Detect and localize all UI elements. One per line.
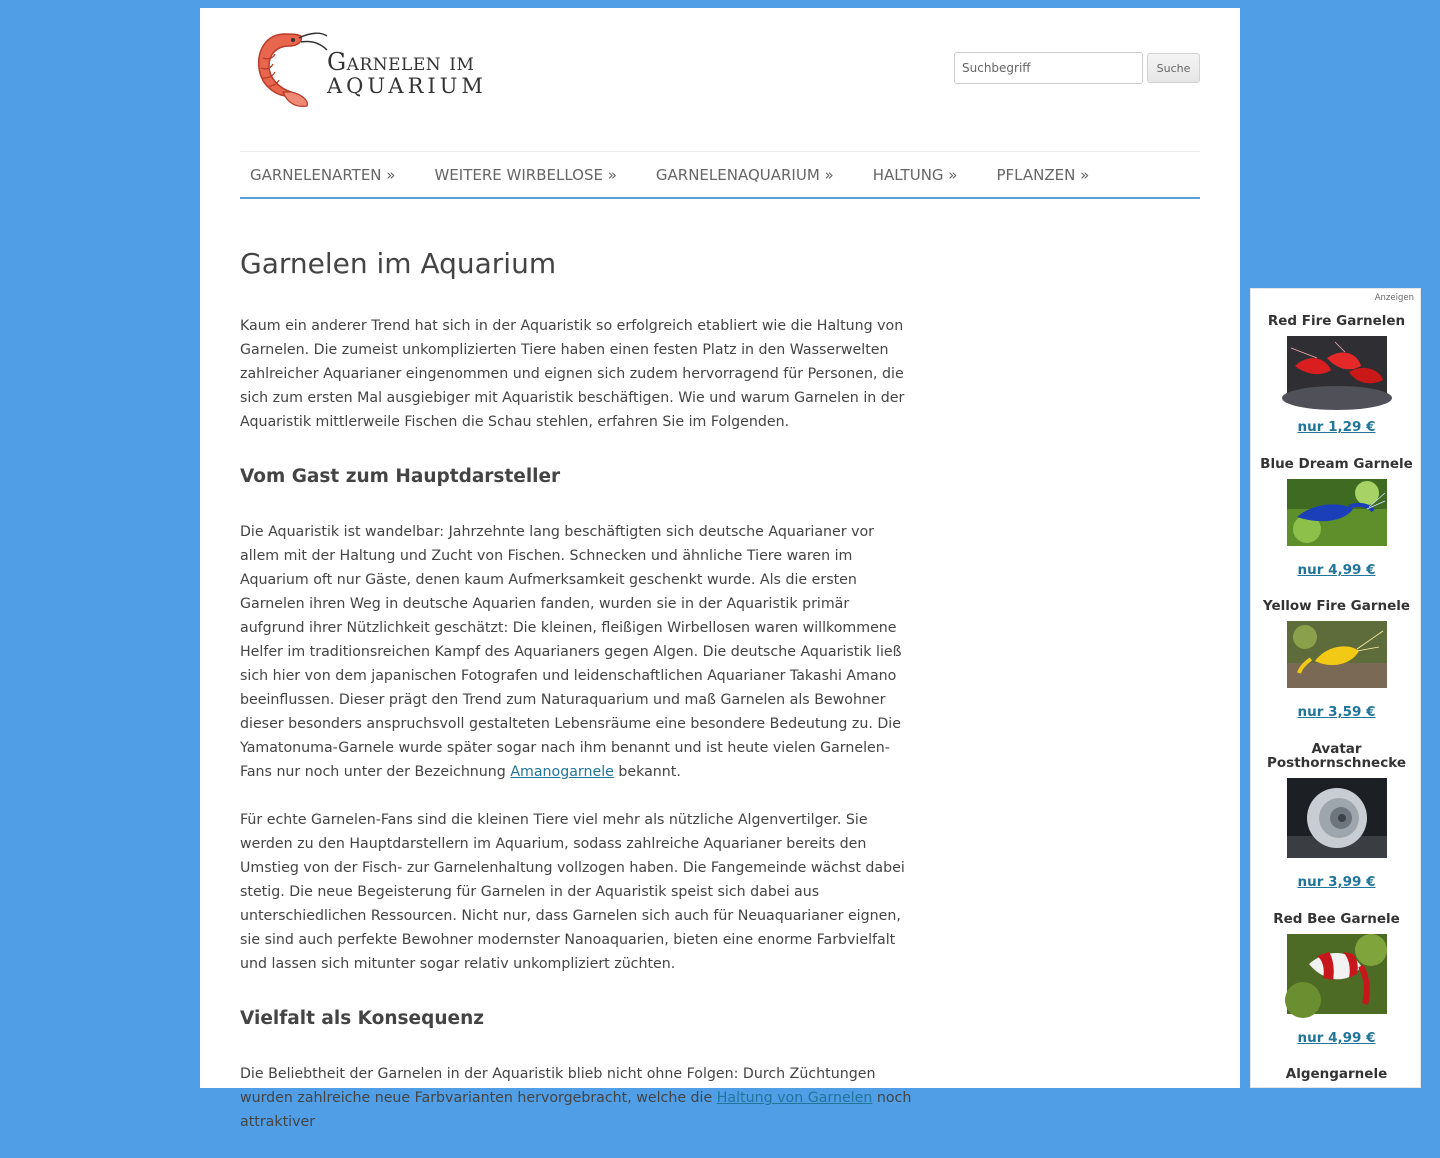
nav-item-garnelenaquarium[interactable]: GARNELENAQUARIUM » — [655, 165, 834, 184]
page-container — [200, 8, 1240, 1130]
article-content — [240, 246, 915, 1158]
ad-title[interactable]: Algengarnele — [1285, 1066, 1388, 1082]
ad-price[interactable]: nur 3,99 € — [1297, 874, 1376, 890]
logo-line-1: Garnelen im — [327, 48, 475, 76]
red-bee-shrimp-image[interactable] — [1287, 934, 1387, 1014]
shrimp-logo-icon — [255, 28, 329, 110]
nav-item-weitere-wirbellose[interactable]: WEITERE WIRBELLOSE » — [434, 165, 617, 184]
paragraph-beliebtheit — [240, 1062, 915, 1134]
ad-title[interactable]: Red Bee Garnele — [1273, 911, 1400, 927]
amanogarnele-link[interactable]: Amanogarnele — [510, 764, 614, 780]
intro-paragraph: Kaum ein anderer Trend hat sich in der Aquaristik so erfolgreich etabliert wie die Haltung von Garnelen. Die zumeist unkomplizierten Tiere haben einen festen Platz in den Wasserwelten zahlreicher Aquarianer eingenommen und eignen sich zudem hervorragend für Personen, die sich zum ersten Mal ausgiebiger mit Aquaristik beschäftigen. Wie und warum Garnelen in der Aquaristik mittlerweile Fischen die Schau stehlen, erfahren Sie im Folgenden. — [240, 318, 905, 430]
ad-sidebar — [1250, 288, 1421, 1088]
main-navigation — [240, 151, 1200, 199]
yellow-fire-shrimp-image[interactable] — [1287, 621, 1387, 688]
section-heading-vielfalt: Vielfalt als Konsequenz — [240, 1008, 485, 1029]
page-title: Garnelen im Aquarium — [240, 247, 557, 280]
search-button[interactable]: Suche — [1147, 53, 1200, 83]
ad-item-algengarnele[interactable] — [1251, 1067, 1422, 1081]
ad-item-avatar-posthornschnecke[interactable] — [1251, 742, 1422, 890]
nav-item-garnelenarten[interactable]: GARNELENARTEN » — [250, 165, 396, 184]
haltung-link[interactable]: Haltung von Garnelen — [716, 1090, 873, 1106]
ads-label: Anzeigen — [1374, 293, 1414, 303]
ad-price[interactable]: nur 4,99 € — [1297, 562, 1376, 578]
paragraph-text: Die Aquaristik ist wandelbar: Jahrzehnte lang beschäftigten sich deutsche Aquarianer vor allem mit der Haltung und Zucht von Fischen. Schnecken und ähnliche Tiere waren im Aquarium oft nur Gäste, denen kaum Aufmerksamkeit geschenkt wurde. Als die ersten Garnelen ihren Weg in deutsche Aquarien fanden, wurden sie in der Aquaristik primär aufgrund ihrer Nützlichkeit geschätzt: Die kleinen, fleißigen Wirbellosen waren willkommene Helfer im traditionsreichen Kampf des Aquarianers gegen Algen. Die deutsche Aquaristik ließ sich hier von dem japanischen Fotografen und leidenschaftlichen Aquarianer Takashi Amano beeinflussen. Dieser prägt den Trend zum Naturaquarium und maß Garnelen als Bewohner dieser besonders anspruchsvoll gestalteten Lebensräume eine besondere Bedeutung zu. Die Yamatonuma-Garnele wurde später sogar nach ihm benannt und ist heute vielen Garnelen-Fans nur noch unter der Bezeichnung — [240, 524, 902, 780]
ad-title[interactable]: Red Fire Garnelen — [1267, 313, 1406, 329]
avatar-snail-image[interactable] — [1287, 778, 1387, 858]
ad-title[interactable]: Blue Dream Garnele — [1260, 456, 1413, 472]
ad-item-yellow-fire[interactable] — [1251, 599, 1422, 720]
ad-price[interactable]: nur 3,59 € — [1297, 704, 1376, 720]
ad-price[interactable]: nur 1,29 € — [1297, 419, 1376, 435]
red-fire-shrimp-image[interactable] — [1287, 336, 1387, 403]
paragraph-text: noch attraktiver — [240, 1090, 912, 1130]
nav-item-pflanzen[interactable]: PFLANZEN » — [996, 165, 1090, 184]
section-heading-hauptdarsteller: Vom Gast zum Hauptdarsteller — [240, 466, 561, 487]
ad-title[interactable]: Yellow Fire Garnele — [1262, 598, 1411, 614]
ad-price[interactable]: nur 4,99 € — [1297, 1030, 1376, 1046]
site-logo[interactable] — [255, 28, 495, 118]
search-input[interactable] — [954, 52, 1143, 84]
paragraph-garnelen-fans: Für echte Garnelen-Fans sind die kleinen Tiere viel mehr als nützliche Algenvertilger. Sie werden zu den Hauptdarstellern im Aquarium, sodass zahlreiche Aquarianer bereits den Umstieg von der Fisch- zur Garnelenhaltung vollzogen haben. Die Fangemeinde wächst dabei stetig. Die neue Begeisterung für Garnelen in der Aquaristik speist sich dabei aus unterschiedlichen Ressourcen. Nicht nur, dass Garnelen sich auch für Neuaquarianer eignen, sie sind auch perfekte Bewohner modernster Nanoaquarien, bieten eine enorme Farbvielfalt und lassen sich mitunter sogar relativ unkompliziert züchten. — [240, 812, 905, 972]
ad-item-blue-dream[interactable] — [1251, 457, 1422, 578]
logo-wordmark — [327, 50, 487, 97]
nav-item-haltung[interactable]: HALTUNG » — [872, 165, 958, 184]
paragraph-text: Die Beliebtheit der Garnelen in der Aquaristik blieb nicht ohne Folgen: Durch Züchtungen wurden zahlreiche neue Farbvarianten hervorgebracht, welche die — [240, 1066, 876, 1106]
logo-line-2: AQUARIUM — [327, 74, 487, 98]
paragraph-text: bekannt. — [613, 764, 681, 780]
ad-item-red-fire[interactable] — [1251, 314, 1422, 435]
paragraph-aquaristik-history — [240, 520, 915, 784]
ad-title[interactable]: Avatar Posthornschnecke — [1266, 741, 1406, 771]
search-form — [954, 52, 1200, 84]
ad-item-red-bee[interactable] — [1251, 912, 1422, 1046]
blue-dream-shrimp-image[interactable] — [1287, 479, 1387, 546]
